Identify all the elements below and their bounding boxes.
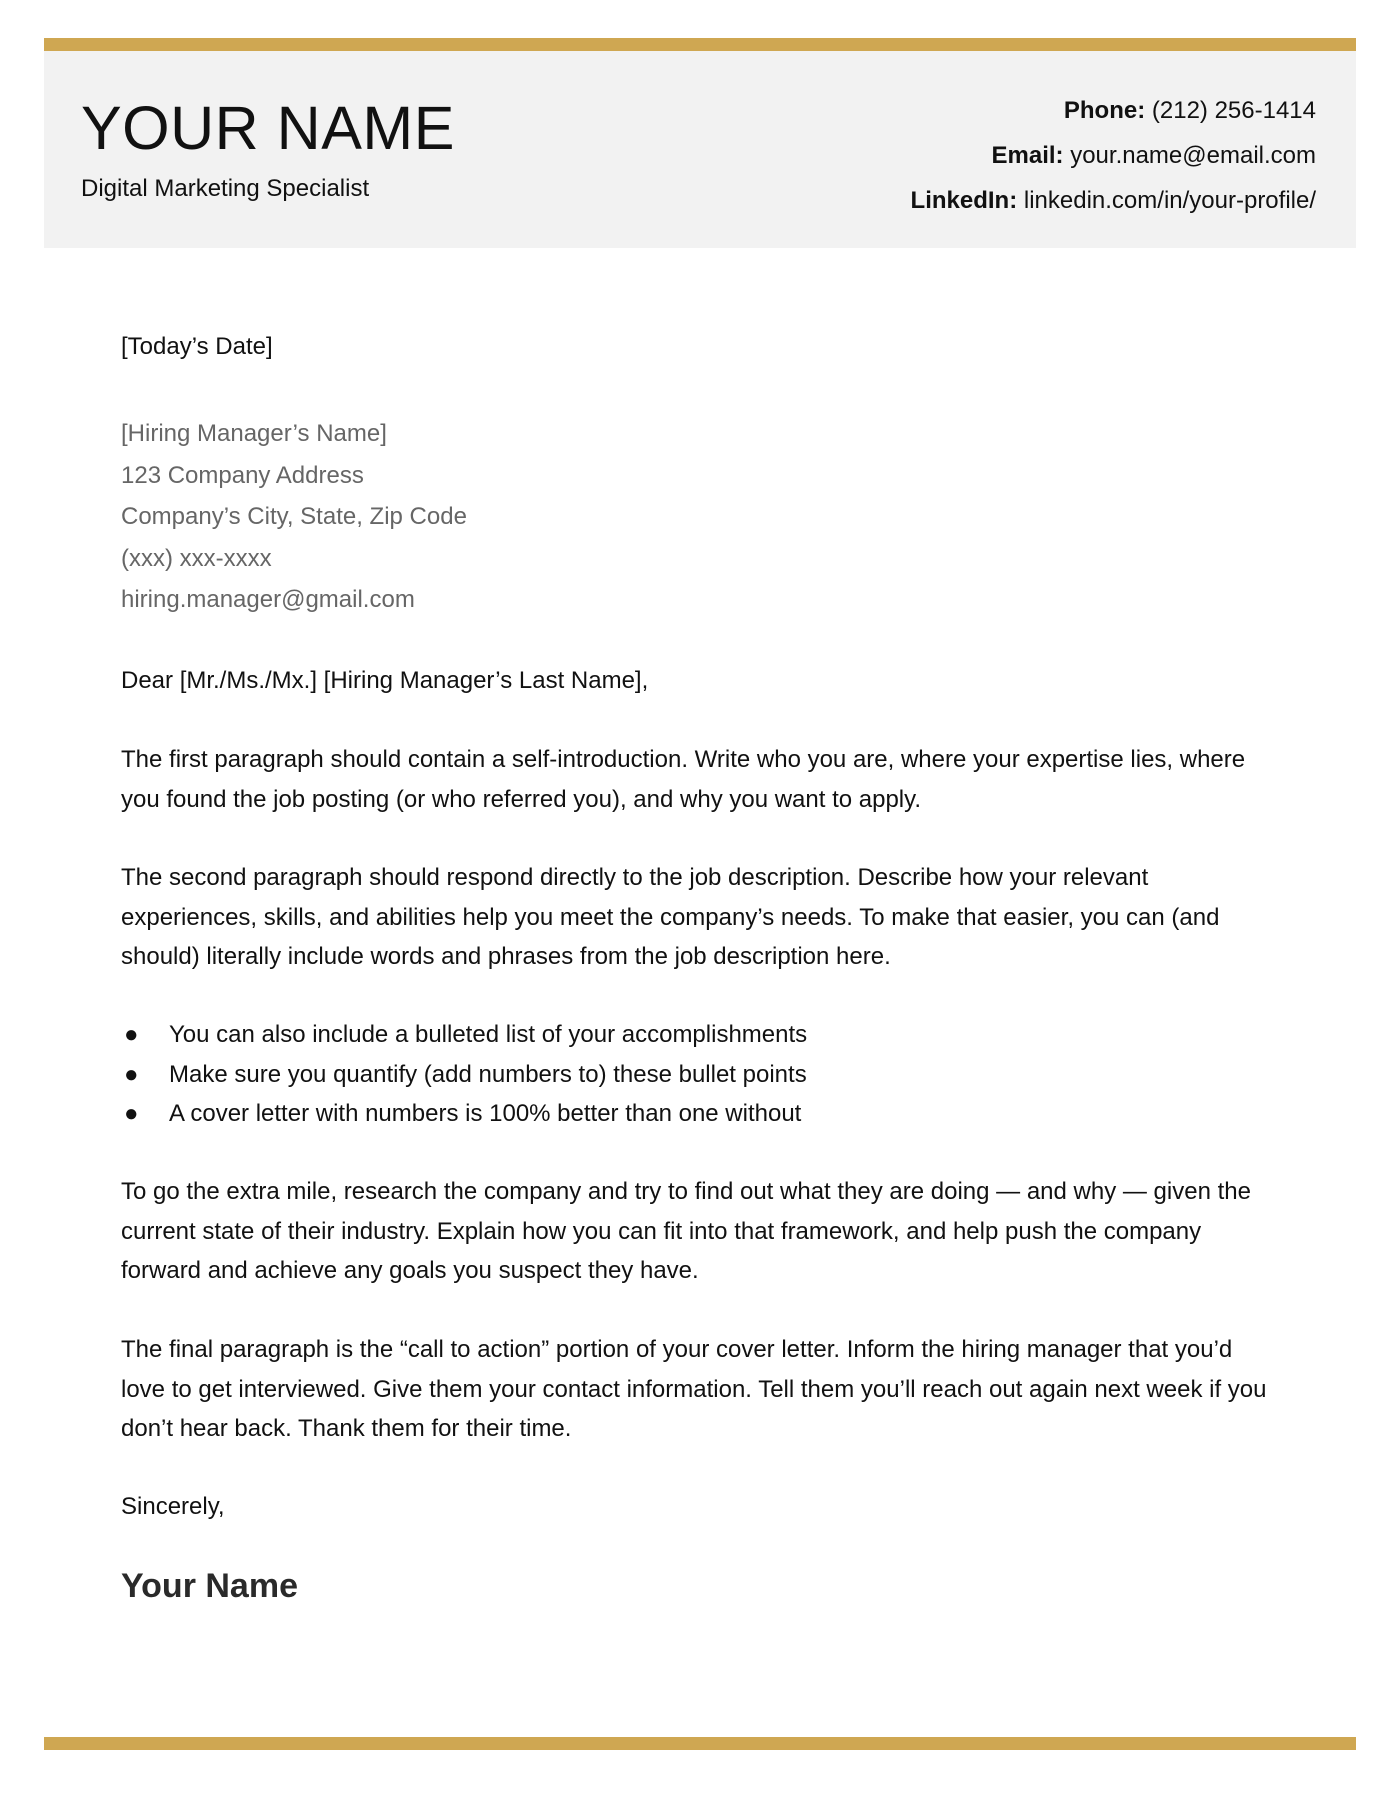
list-item-text: A cover letter with numbers is 100% better than one without xyxy=(169,1100,802,1127)
applicant-job-title: Digital Marketing Specialist xyxy=(81,175,370,202)
list-item xyxy=(121,1094,1281,1134)
phone-value: (212) 256-1414 xyxy=(1151,97,1316,124)
closing: Sincerely, xyxy=(121,1493,225,1520)
linkedin-label: LinkedIn: xyxy=(910,187,1018,214)
paragraph-job-description: The second paragraph should respond directly to the job description. Describe how your relevant experiences, skills, and abilities help you meet the company’s needs. To make that easier, you can (and should) literally include words and phrases from the job description here. xyxy=(121,864,1220,970)
salutation: Dear [Mr./Ms./Mx.] [Hiring Manager’s Last Name], xyxy=(121,667,649,694)
contact-email xyxy=(911,133,1316,178)
recipient-address: 123 Company Address xyxy=(121,461,364,489)
linkedin-value: linkedin.com/in/your-profile/ xyxy=(1023,187,1316,214)
recipient-phone: (xxx) xxx-xxxx xyxy=(121,544,272,572)
list-item xyxy=(121,1015,1281,1055)
contact-block xyxy=(911,88,1316,223)
contact-linkedin xyxy=(911,178,1316,223)
phone-label: Phone: xyxy=(1063,97,1146,124)
paragraph-introduction: The first paragraph should contain a self-introduction. Write who you are, where your expertise lies, where you found the job posting (or who referred you), and why you want to apply. xyxy=(121,746,1246,813)
letter-date: [Today’s Date] xyxy=(121,333,273,360)
recipient-email: hiring.manager@gmail.com xyxy=(121,586,415,613)
email-value: your.name@email.com xyxy=(1070,142,1316,169)
recipient-name: [Hiring Manager’s Name] xyxy=(121,420,387,447)
bottom-accent-bar xyxy=(44,1737,1356,1750)
paragraph-call-to-action: The final paragraph is the “call to action” portion of your cover letter. Inform the hiring manager that you’d love to get interviewed. Give them your contact information. Tell them you’ll reach out again next week if you don’t hear back. Thank them for their time. xyxy=(121,1336,1267,1442)
contact-phone xyxy=(911,88,1316,133)
bullet-icon: ● xyxy=(124,1021,139,1048)
email-label: Email: xyxy=(991,142,1064,169)
applicant-name: YOUR NAME xyxy=(81,94,455,162)
signature-name: Your Name xyxy=(121,1567,298,1605)
accomplishments-list xyxy=(121,1015,1281,1134)
list-item-text: Make sure you quantify (add numbers to) these bullet points xyxy=(169,1060,807,1088)
bullet-icon: ● xyxy=(124,1100,139,1127)
list-item-text: You can also include a bulleted list of your accomplishments xyxy=(169,1021,808,1048)
top-accent-bar xyxy=(44,38,1356,51)
recipient-city: Company’s City, State, Zip Code xyxy=(121,503,467,530)
paragraph-company-research: To go the extra mile, research the company and try to find out what they are doing — and why — given the current state of their industry. Explain how you can fit into that framework, and help push the company forward and achieve any goals you suspect they have. xyxy=(121,1178,1251,1284)
recipient-block xyxy=(121,413,1281,621)
list-item xyxy=(121,1055,1281,1095)
bullet-icon: ● xyxy=(124,1060,139,1088)
